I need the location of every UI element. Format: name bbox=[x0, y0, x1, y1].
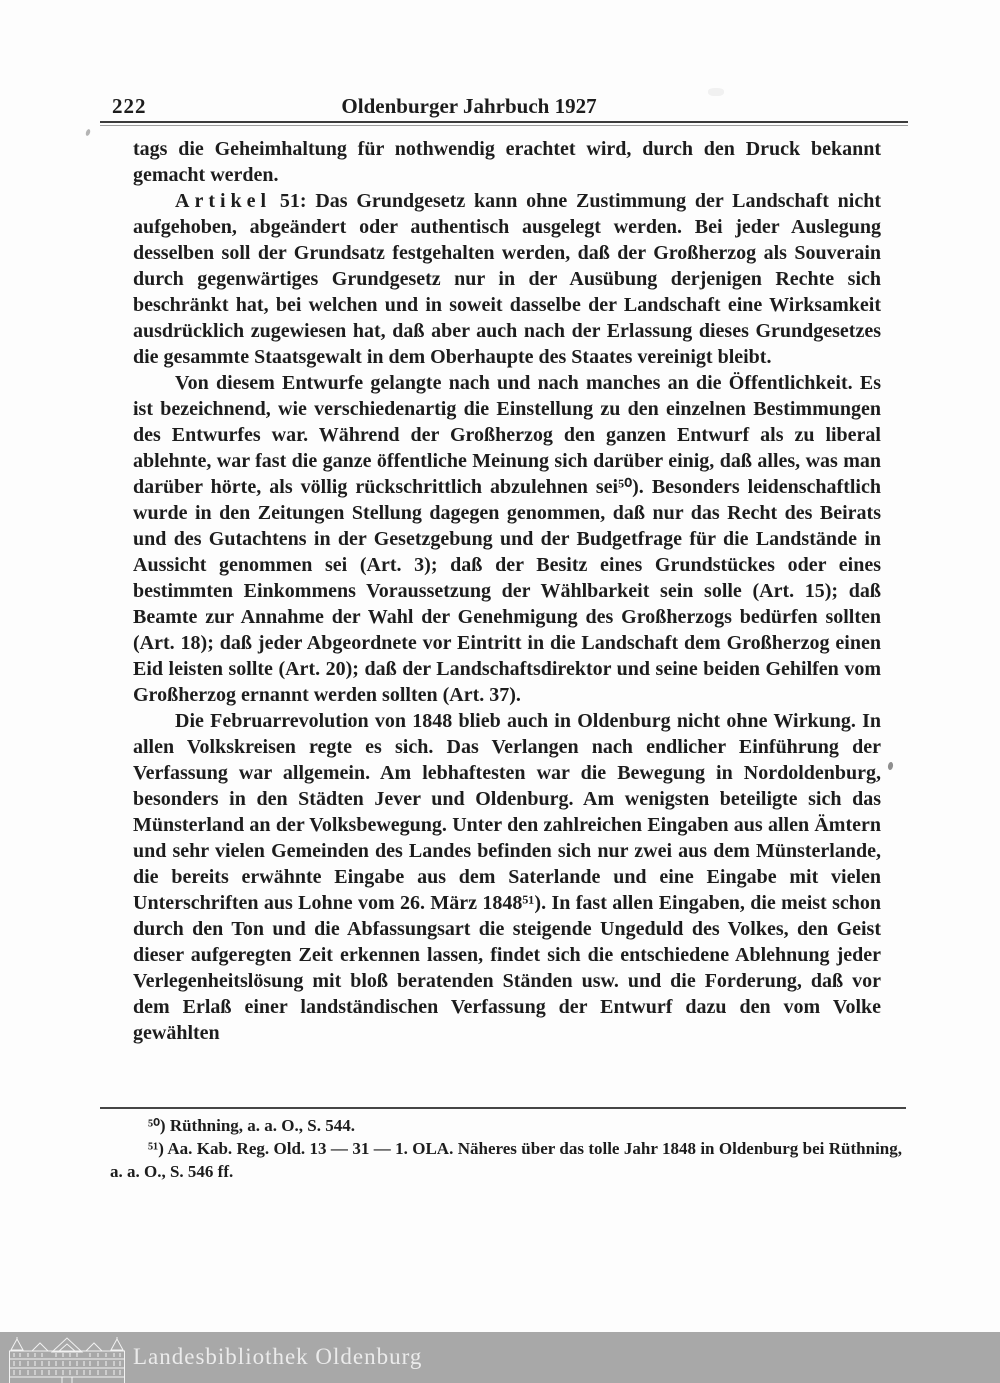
scan-smudge bbox=[708, 88, 724, 96]
footnote-50-text: Rüthning, a. a. O., S. 544. bbox=[169, 1116, 355, 1135]
footnote-51-marker: ⁵¹) bbox=[148, 1139, 168, 1158]
artikel-51-spaced-lead: Artikel bbox=[175, 190, 272, 212]
paragraph-continuation: tags die Geheimhaltung für nothwendig erachtet wird, durch den Druck bekannt gemacht werden. bbox=[133, 138, 881, 186]
footnotes bbox=[110, 1114, 902, 1183]
journal-title: Oldenburger Jahrbuch 1927 bbox=[341, 94, 597, 118]
scan-speck bbox=[85, 129, 91, 137]
artikel-51-text: 51: Das Grundgesetz kann ohne Zustimmung der Landschaft nicht aufgehoben, abgeändert oder authentisch ausgelegt werden. Bei jeder Auslegung desselben soll der Grundsatz festgehalten werden, daß der Großherzog als Souverain durch gegenwärtiges Grundgesetz nur in der Ausübung derjenigen Rechte sich beschränkt hat, bei welchen und in soweit dasselbe der Landschaft eine Wirksamkeit ausdrücklich zugewiesen hat, daß aber auch nach der Erlassung dieses Grundgesetzes die gesammte Staatsgewalt in dem Oberhaupte des Staates vereinigt bleibt. bbox=[133, 190, 881, 368]
paragraph-artikel-51 bbox=[133, 188, 881, 370]
library-building-logo bbox=[8, 1337, 126, 1383]
header-rule-echo bbox=[100, 125, 908, 126]
header-rule-main bbox=[100, 121, 908, 123]
footnote-51-text: Aa. Kab. Reg. Old. 13 — 31 — 1. OLA. Näheres über das tolle Jahr 1848 in Oldenburg bei Rüthning, a. a. O., S. 546 ff. bbox=[110, 1139, 902, 1181]
library-watermark-bar bbox=[0, 1332, 1000, 1383]
footnote-50 bbox=[110, 1114, 902, 1137]
page-number: 222 bbox=[112, 94, 147, 118]
header-rule bbox=[100, 121, 908, 127]
library-name: Landesbibliothek Oldenburg bbox=[133, 1344, 423, 1369]
scan-speck bbox=[887, 762, 893, 771]
page-header bbox=[100, 94, 908, 120]
footnote-separator-rule bbox=[100, 1107, 906, 1109]
body-text bbox=[133, 136, 881, 1046]
footnote-51 bbox=[110, 1137, 902, 1183]
paragraph-entwurf-oeffentlichkeit: Von diesem Entwurfe gelangte nach und nach manches an die Öffentlichkeit. Es ist bezeichnend, wie verschiedenartig die Einstellung zu den einzelnen Bestimmungen des Entwurfes war. Während der Großherzog den ganzen Entwurf als zu liberal ablehnte, war fast die ganze öffentliche Meinung sich darüber einig, daß alles, was man darüber hörte, als völlig rückschrittlich abzulehnen sei⁵⁰). Besonders leidenschaftlich wurde in den Zeitungen Stellung dagegen genommen, daß nur das Recht des Beirats und des Gutachtens in der Gesetzgebung und der Budgetfrage für die Landstände in Aussicht genommen sei (Art. 3); daß der Besitz eines Grundstückes oder eines bestimmten Einkommens Voraussetzung der Wählbarkeit sein solle (Art. 15); daß Beamte zur Annahme der Wahl der Genehmigung des Großherzogs bedürfen sollten (Art. 18); daß jeder Abgeordnete vor Eintritt in die Landschaft dem Großherzog einen Eid leisten sollte (Art. 20); daß der Landschaftsdirektor und seine beiden Gehilfen vom Großherzog ernannt werden sollten (Art. 37). bbox=[133, 372, 881, 706]
paragraph-februarrevolution: Die Februarrevolution von 1848 blieb auch in Oldenburg nicht ohne Wirkung. In allen Volkskreisen regte es sich. Das Verlangen nach endlicher Einführung der Verfassung war allgemein. Am lebhaftesten war die Bewegung in Nordoldenburg, besonders in den Städten Jever und Oldenburg. Am wenigsten beteiligte sich das Münsterland an der Volksbewegung. Unter den zahlreichen Eingaben aus allen Ämtern und sehr vielen Gemeinden des Landes befinden sich nur zwei aus dem Münsterlande, die bereits erwähnte Eingabe aus dem Saterlande und eine Eingabe mit vielen Unterschriften aus Lohne vom 26. März 1848⁵¹). In fast allen Eingaben, die meist schon durch den Ton und die Abfassungsart die steigende Ungeduld des Volkes, den Geist dieser aufgeregten Zeit erkennen lassen, findet sich die entschiedene Ablehnung jeder Verlegenheitslösung mit bloß beratenden Ständen usw. und die Forderung, daß vor dem Erlaß einer landständischen Verfassung der Entwurf dazu den vom Volke gewählten bbox=[133, 710, 881, 1044]
footnote-50-marker: ⁵⁰) bbox=[148, 1116, 170, 1135]
